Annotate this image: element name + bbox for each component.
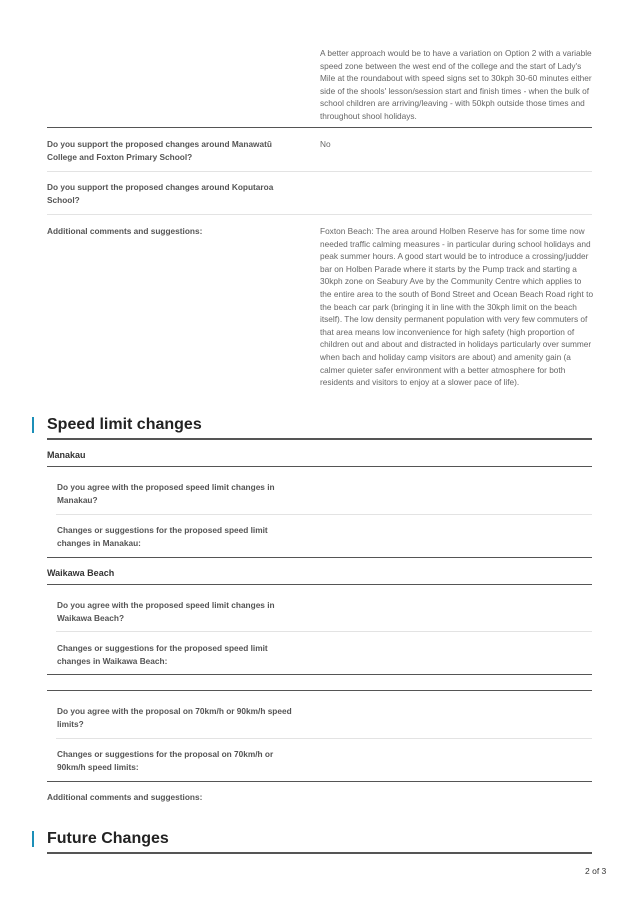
divider (56, 738, 592, 739)
divider (56, 514, 592, 515)
question-70-90-changes: Changes or suggestions for the proposal on 70km/h or 90km/h speed limits: (57, 749, 274, 772)
divider (47, 127, 592, 128)
section-title-future-changes: Future Changes (47, 830, 169, 847)
section-underline (47, 438, 592, 440)
answer-manawatu-college: No (320, 139, 331, 149)
question-70-90-agree: Do you agree with the proposal on 70km/h or 90km/h speed limits? (57, 706, 292, 729)
divider (56, 631, 592, 632)
section-underline (47, 852, 592, 854)
question-waikawa-agree: Do you agree with the proposed speed limit changes in Waikawa Beach? (57, 600, 275, 623)
divider (47, 557, 592, 558)
answer-additional-comments: Foxton Beach: The area around Holben Reserve has for some time now needed traffic calming measures - in particular during school holidays and peak summer hours. A good start would be to introduce a crossing/judder bar on Holben Parade where it starts by the Pump track and starting a 30kph zone on Seabury Ave by the Community Centre which applies to the entire area to the south of Bond Street and Ocean Beach Road right to the beach car park (bringing it in line with the 30kph limit on the beach itself). The low density permanent population with very few commuters of that area means low inconvenience for high safety (high proportion of children out and about and distracted in holidays particularly over summer when bach and holiday camp visitors are about) and amenity gain (a calmer quieter safer environment with a better atmosphere for both residents and visitors to enjoy at a slower pace of life). (320, 226, 594, 388)
subheading-manakau: Manakau (47, 450, 86, 460)
question-speed-additional-comments: Additional comments and suggestions: (47, 792, 203, 802)
page-number: 2 of 3 (585, 866, 607, 876)
question-additional-comments: Additional comments and suggestions: (47, 226, 203, 236)
top-answer-text: A better approach would be to have a variation on Option 2 with a variable speed zone between the west end of the college and the start of Lady's Mile at the roundabout with speed signs set to 30kph 30-60 minutes either side of the shools' lesson/session start and finish times - when the bulk of school children are arriving/leaving - with 50kph outside those times and throughout shool holidays. (320, 48, 592, 121)
question-manakau-agree: Do you agree with the proposed speed limit changes in Manakau? (57, 482, 275, 505)
divider (47, 171, 592, 172)
divider (47, 781, 592, 782)
divider (47, 674, 592, 675)
question-waikawa-changes: Changes or suggestions for the proposed speed limit changes in Waikawa Beach: (57, 643, 268, 666)
question-manakau-changes: Changes or suggestions for the proposed speed limit changes in Manakau: (57, 525, 268, 548)
divider (47, 466, 592, 467)
section-accent-bar (32, 831, 34, 847)
question-manawatu-college: Do you support the proposed changes around Manawatū College and Foxton Primary School? (47, 139, 272, 162)
divider (47, 214, 592, 215)
section-accent-bar (32, 417, 34, 433)
divider (47, 584, 592, 585)
section-title-speed-limit: Speed limit changes (47, 416, 202, 433)
divider (47, 690, 592, 691)
subheading-waikawa-beach: Waikawa Beach (47, 568, 115, 578)
question-koputaroa-school: Do you support the proposed changes around Koputaroa School? (47, 182, 274, 205)
